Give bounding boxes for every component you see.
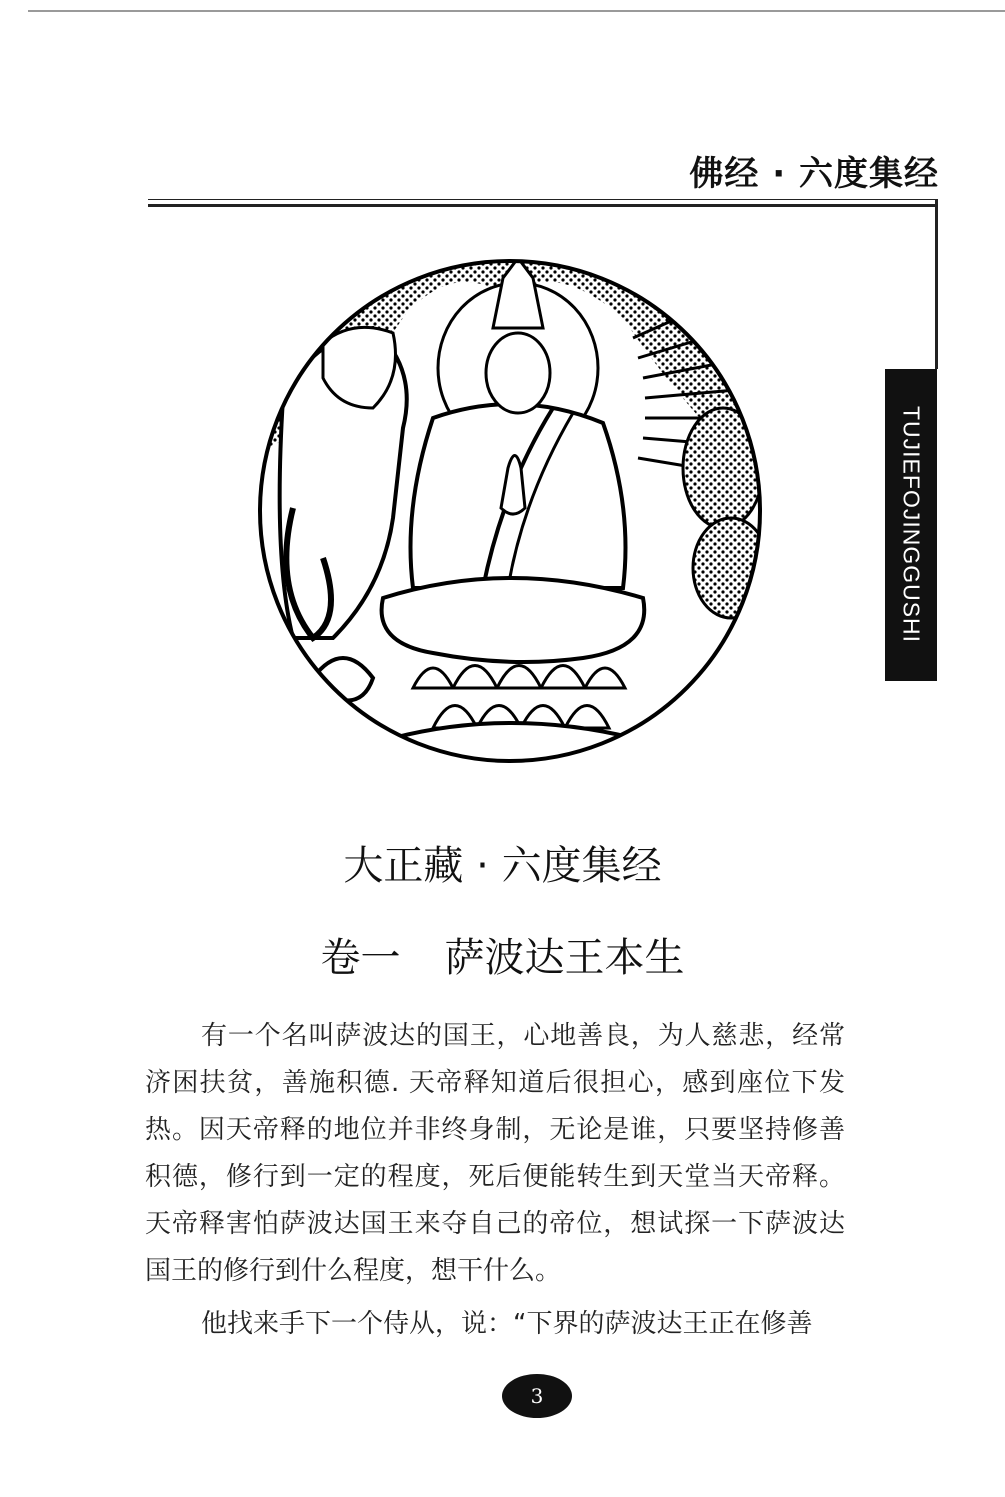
side-tab bbox=[885, 369, 937, 681]
paragraph: 有一个名叫萨波达的国王，心地善良，为人慈悲，经常济困扶贫，善施积德. 天帝释知道后很担心，感到座位下发热。因天帝释的地位并非终身制，无论是谁，只要坚持修善积德，修行到一定的程度，死后便能转生到天堂当天帝释。天帝释害怕萨波达国王来夺自己的帝位，想试探一下萨波达国王的修行到什么程度，想干什么。 bbox=[145, 1021, 845, 1286]
side-tab-label: TUJIEFOJINGGUSHI bbox=[898, 406, 925, 644]
seated-buddha-illustration bbox=[253, 258, 767, 764]
chapter-name: 萨波达王本生 bbox=[444, 935, 685, 981]
paragraph: 他找来手下一个侍从，说：“下界的萨波达王正在修善 bbox=[201, 1309, 813, 1339]
document-title: 大正藏 · 六度集经 bbox=[343, 843, 662, 889]
chapter-heading bbox=[0, 926, 1005, 983]
running-header-title: 佛经 · 六度集经 bbox=[689, 154, 939, 194]
page-number: 3 bbox=[530, 1384, 544, 1408]
header-rule-thin bbox=[148, 199, 938, 200]
body-text bbox=[145, 1013, 845, 1354]
header-rule-thick bbox=[148, 204, 938, 207]
top-border-line bbox=[28, 10, 1005, 12]
header-rule-vertical bbox=[935, 199, 938, 369]
chapter-number: 卷一 bbox=[320, 935, 401, 981]
page-number-badge bbox=[502, 1374, 572, 1418]
